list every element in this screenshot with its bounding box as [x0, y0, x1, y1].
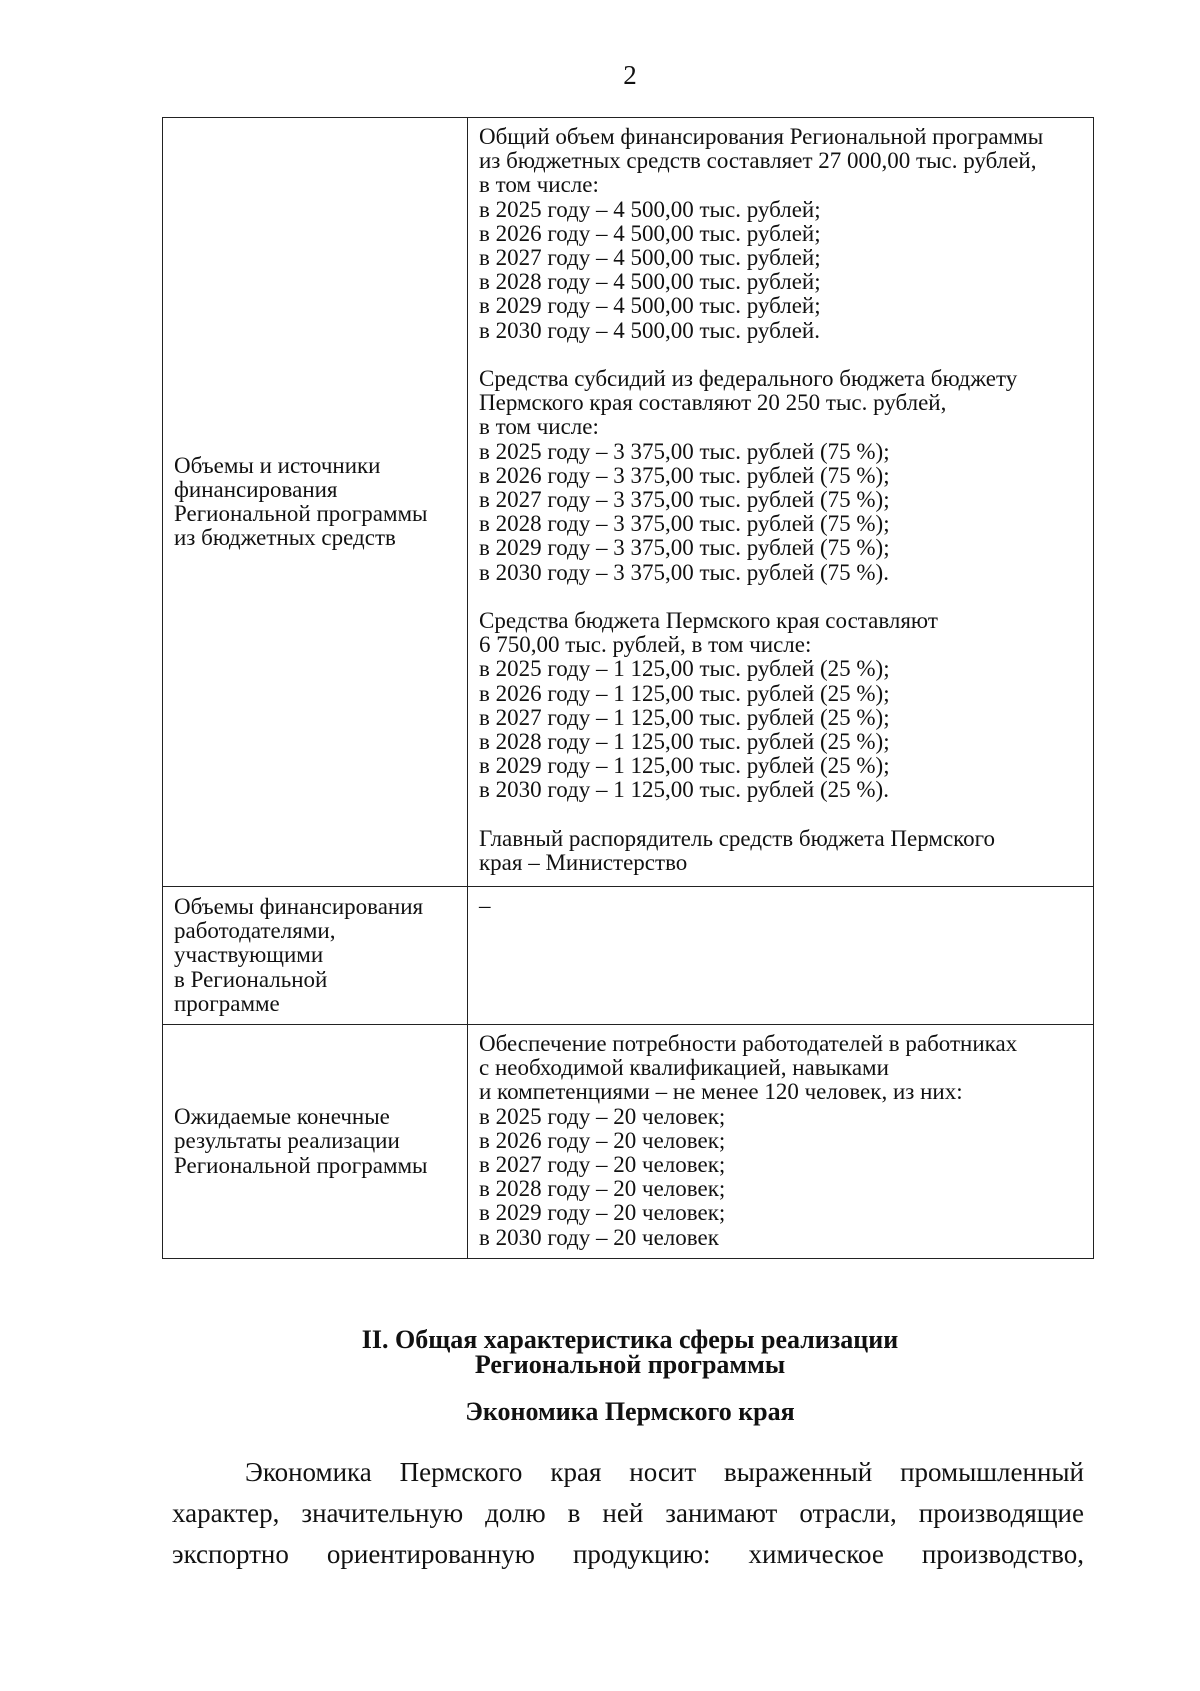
row-value-financing-volumes [468, 118, 1094, 887]
value-line: из бюджетных средств составляет 27 000,00 тыс. рублей, [479, 148, 1037, 174]
paragraph-line: характер, значительную долю в ней занимают отрасли, производящие [172, 1498, 1084, 1528]
value-line: в 2028 году – 1 125,00 тыс. рублей (25 %); [479, 729, 890, 755]
value-line: в 2025 году – 1 125,00 тыс. рублей (25 %); [479, 656, 890, 682]
label-line: в Региональной [174, 966, 328, 992]
row-label-employer-financing [163, 887, 468, 1025]
spacer [479, 343, 1085, 367]
spacer [479, 585, 1085, 609]
value-line: в 2030 году – 20 человек [479, 1224, 719, 1250]
value-line: в 2029 году – 1 125,00 тыс. рублей (25 %); [479, 753, 890, 779]
label-line: Объемы финансирования [174, 893, 424, 919]
table-row [163, 1025, 1094, 1259]
value-line: в 2030 году – 3 375,00 тыс. рублей (75 %). [479, 559, 889, 585]
value-line: в 2028 году – 3 375,00 тыс. рублей (75 %); [479, 511, 890, 537]
value-line: в 2026 году – 3 375,00 тыс. рублей (75 %); [479, 462, 890, 488]
section-title [0, 1327, 1200, 1377]
value-line: в том числе: [479, 172, 599, 198]
label-line: Региональной программы [174, 1152, 428, 1178]
value-line: в 2029 году – 4 500,00 тыс. рублей; [479, 293, 821, 319]
label-line: Объемы и источники [174, 452, 381, 478]
value-line: в 2028 году – 4 500,00 тыс. рублей; [479, 269, 821, 295]
label-line: работодателями, [174, 918, 336, 944]
spacer [479, 803, 1085, 827]
table-row [163, 887, 1094, 1025]
table-row [163, 118, 1094, 887]
value-line: с необходимой квалификацией, навыками [479, 1055, 889, 1081]
value-line: в 2028 году – 20 человек; [479, 1176, 726, 1202]
value-line: 6 750,00 тыс. рублей, в том числе: [479, 632, 812, 658]
section-subtitle: Экономика Пермского края [465, 1397, 795, 1426]
label-line: Ожидаемые конечные [174, 1104, 390, 1130]
value-line: в 2025 году – 4 500,00 тыс. рублей; [479, 196, 821, 222]
section-title-line: II. Общая характеристика сферы реализации [361, 1325, 899, 1354]
value-line: в 2026 году – 1 125,00 тыс. рублей (25 %); [479, 680, 890, 706]
row-value-employer-financing [468, 887, 1094, 1025]
row-value-expected-results [468, 1025, 1094, 1259]
value-line: Пермского края составляют 20 250 тыс. рублей, [479, 390, 947, 416]
value-line: – [479, 893, 491, 918]
value-line: Главный распорядитель средств бюджета Пермского [479, 825, 996, 851]
value-line: в 2029 году – 3 375,00 тыс. рублей (75 %); [479, 535, 890, 561]
label-line: финансирования [174, 476, 338, 502]
value-line: в 2025 году – 20 человек; [479, 1103, 726, 1129]
value-line: в 2027 году – 3 375,00 тыс. рублей (75 %); [479, 487, 890, 513]
value-line: и компетенциями – не менее 120 человек, из них: [479, 1079, 963, 1105]
value-line: в 2030 году – 4 500,00 тыс. рублей. [479, 317, 820, 343]
value-line: Обеспечение потребности работодателей в работниках [479, 1031, 1018, 1056]
value-line: в 2027 году – 20 человек; [479, 1152, 726, 1178]
page-number: 2 [623, 60, 637, 90]
value-line: Средства бюджета Пермского края составляют [479, 608, 938, 634]
body-paragraph [172, 1452, 1084, 1575]
value-line: в 2026 году – 4 500,00 тыс. рублей; [479, 220, 821, 246]
value-line: в 2026 году – 20 человек; [479, 1127, 726, 1153]
label-line: результаты реализации [174, 1128, 400, 1154]
value-line: в 2029 году – 20 человек; [479, 1200, 726, 1226]
label-line: из бюджетных средств [174, 525, 396, 551]
value-line: в 2025 году – 3 375,00 тыс. рублей (75 %); [479, 438, 890, 464]
value-line: в том числе: [479, 414, 599, 440]
value-line: в 2027 году – 4 500,00 тыс. рублей; [479, 245, 821, 271]
paragraph-line: экспортно ориентированную продукцию: химическое производство, [172, 1539, 1084, 1569]
value-line: края – Министерство [479, 850, 688, 876]
label-line: Региональной программы [174, 501, 428, 526]
value-line: Средства субсидий из федерального бюджета бюджету [479, 366, 1018, 392]
value-line: в 2030 году – 1 125,00 тыс. рублей (25 %). [479, 777, 889, 803]
label-line: участвующими [174, 942, 324, 968]
row-label-financing-volumes [163, 118, 468, 887]
paragraph-line: Экономика Пермского края носит выраженный промышленный [245, 1457, 1084, 1487]
section-title-line: Региональной программы [474, 1350, 786, 1379]
program-passport-table [162, 117, 1094, 1259]
value-line: Общий объем финансирования Региональной программы [479, 124, 1044, 149]
value-line: в 2027 году – 1 125,00 тыс. рублей (25 %); [479, 704, 890, 730]
row-label-expected-results [163, 1025, 468, 1259]
label-line: программе [174, 990, 280, 1016]
